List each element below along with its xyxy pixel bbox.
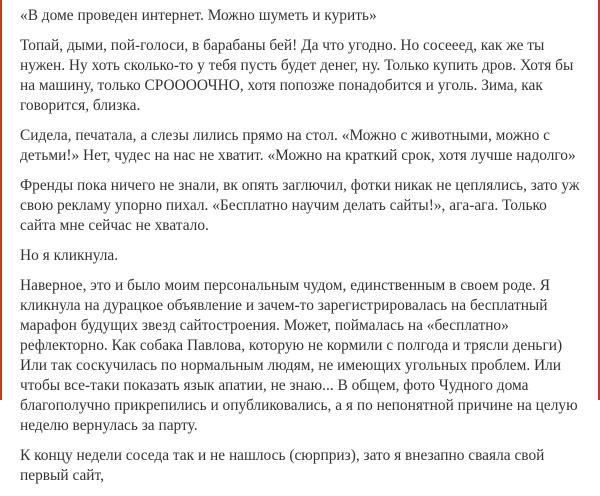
- paragraph: Но я кликнула.: [20, 247, 119, 264]
- paragraph-quote-heading: «В доме проведен интернет. Можно шуметь и курить»: [20, 7, 377, 24]
- paragraph: Сидела, печатала, а слезы лились прямо на стол. «Можно с животными, можно с детьми!» Нет, чудес на нас не хватит. «Можно на краткий срок, хотя лучше надолго»: [20, 127, 576, 164]
- paragraph: К концу недели соседа так и не нашлось (сюрприз), зато я внезапно сваяла свой первый сайт,: [20, 447, 545, 484]
- paragraph: Топай, дыми, пой-голоси, в барабаны бей! Да что угодно. Но сосееед, как же ты нужен. Ну хоть сколько-то у тебя пусть будет денег, ну. Только купить дров. Хотя бы на машину, только СРООООЧНО, хотя попозже понадобится и уголь. Зима, как говорится, близка.: [20, 37, 574, 114]
- article-body: [20, 6, 582, 496]
- paragraph: Френды пока ничего не знали, вк опять заглючил, фотки никак не цеплялись, зато уж свою рекламу упорно пихал. «Бесплатно научим делать сайты!», ага-ага. Только сайта мне сейчас не хватало.: [20, 177, 580, 234]
- paragraph: Наверное, это и было моим персональным чудом, единственным в своем роде. Я кликнула на дурацкое объявление и зачем-то зарегистрировалась на бесплатный марафон будущих звезд сайтостроения. Может, поймалась на «бесплатно» рефлекторно. Как собака Павлова, которую не кормили с полгода и трясли деньги) Или так соскучилась по нормальным людям, не имеющих угольных проблем. Или чтобы все-таки показать язык апатии, не знаю... В общем, фото Чудного дома благополучно прикрепились и опубликовались, а я по непонятной причине на целую неделю вернулась за парту.: [20, 277, 578, 434]
